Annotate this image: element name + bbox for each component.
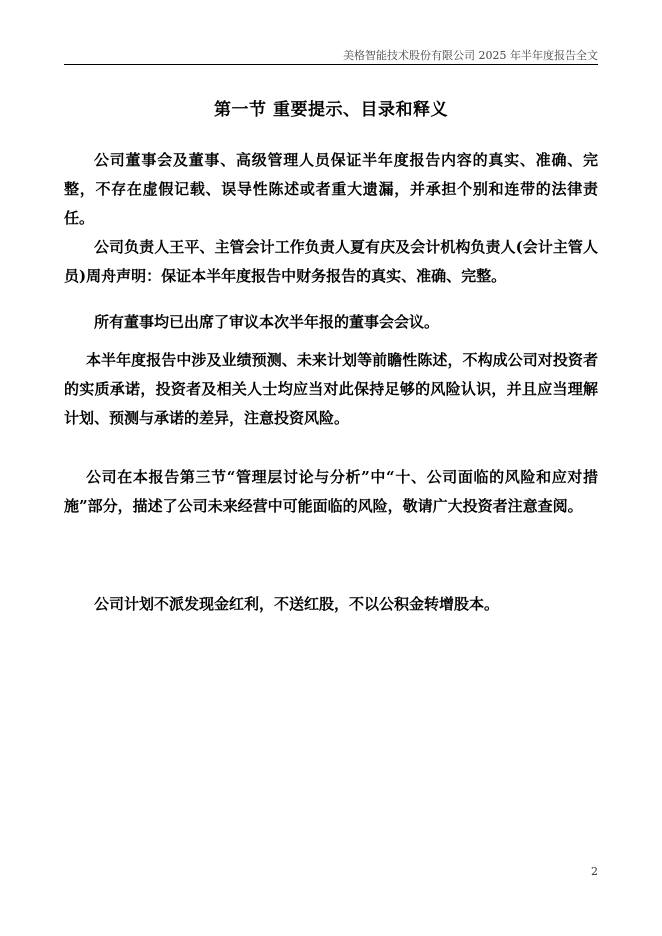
paragraph-dividend-plan: 公司计划不派发现金红利，不送红股，不以公积金转增股本。 bbox=[94, 595, 500, 613]
paragraph-responsible-persons-statement: 公司负责人王平、主管会计工作负责人夏有庆及会计机构负责人(会计主管人员)周舟声明：保证本半年度报告中财务报告的真实、准确、完整。 bbox=[64, 238, 598, 285]
paragraph-risk-reference: 公司在本报告第三节“管理层讨论与分析”中“十、公司面临的风险和应对措施”部分，描述了公司未来经营中可能面临的风险，敬请广大投资者注意查阅。 bbox=[64, 468, 598, 515]
section-title: 第一节 重要提示、目录和释义 bbox=[214, 100, 448, 120]
paragraph-forward-looking-statement: 本半年度报告中涉及业绩预测、未来计划等前瞻性陈述，不构成公司对投资者的实质承诺，投资者及相关人士均应当对此保持足够的风险认识，并且应当理解计划、预测与承诺的差异，注意投资风险。 bbox=[64, 351, 598, 427]
paragraph-directors-attendance: 所有董事均已出席了审议本次半年报的董事会会议。 bbox=[94, 313, 440, 331]
page-number: 2 bbox=[591, 865, 598, 878]
running-header: 美格智能技术股份有限公司 2025 年半年度报告全文 bbox=[343, 49, 598, 62]
paragraph-board-guarantee: 公司董事会及董事、高级管理人员保证半年度报告内容的真实、准确、完整，不存在虚假记载、误导性陈述或者重大遗漏，并承担个别和连带的法律责任。 bbox=[64, 151, 598, 227]
header-divider bbox=[64, 64, 598, 65]
